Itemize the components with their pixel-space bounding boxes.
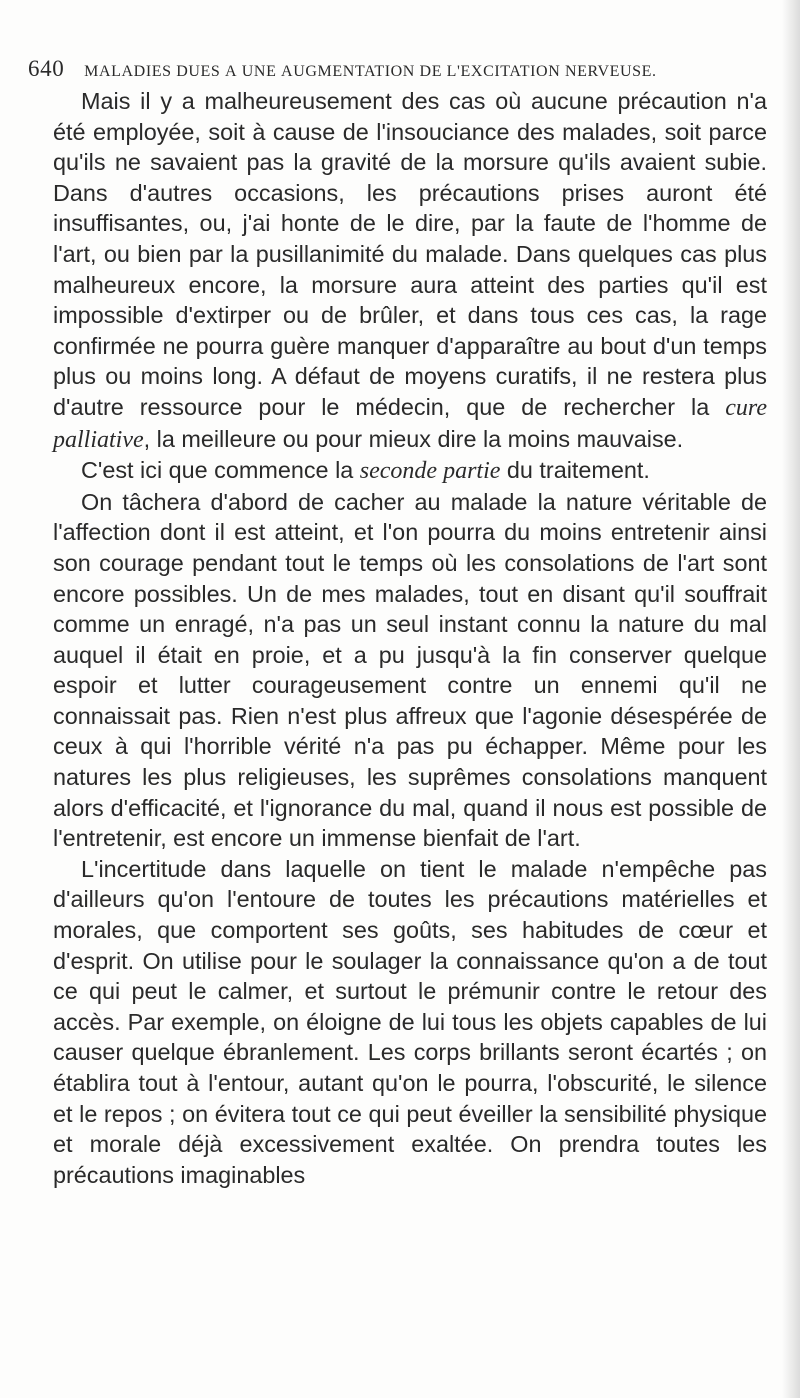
- paragraph-text: On tâchera d'abord de cacher au malade la nature véritable de l'affection dont il est atteint, et l'on pourra du moins entretenir ainsi son courage pendant tout le temps où les consolations de l'art sont encore possibles. Un de mes malades, tout en disant qu'il souffrait comme un enragé, n'a pas un seul instant connu la nature du mal auquel il était en proie, et a pu jusqu'à la fin conserver quelque espoir et lutter courageusement contre un ennemi qu'il ne connaissait pas. Rien n'est plus affreux que l'agonie désespérée de ceux à qui l'horrible vérité n'a pas pu échapper. Même pour les natures les plus religieuses, les suprêmes consolations manquent alors d'efficacité, et l'ignorance du mal, quand il nous est possible de l'entretenir, est encore un immense bienfait de l'art.: [53, 488, 767, 852]
- paragraph-mais: [53, 86, 767, 455]
- emphasis-seconde-partie: seconde partie: [359, 458, 501, 485]
- paragraph-text: , la meilleure ou pour mieux dire la moins mauvaise.: [143, 425, 684, 452]
- page-edge-shadow: [782, 0, 800, 1398]
- running-header: [28, 56, 768, 82]
- emphasis-cure-palliative: cure palliative: [53, 394, 767, 453]
- running-title: maladies dues a une augmentation de l'excitation nerveuse.: [84, 56, 657, 81]
- paragraph-seconde-partie: [53, 455, 767, 487]
- paragraph-text: C'est ici que commence la: [81, 457, 360, 484]
- page-number: 640: [28, 56, 65, 81]
- paragraph-text: L'incertitude dans laquelle on tient le malade n'empêche pas d'ailleurs qu'on l'entoure de toutes les précautions matérielles et morales, que comportent ses goûts, ses habitudes de cœur et d'esprit. On utilise pour le soulager la connaissance qu'on a de tout ce qui peut le calmer, et surtout le prémunir contre le retour des accès. Par exemple, on éloigne de lui tous les objets capables de lui causer quelque ébranlement. Les corps brillants seront écartés ; on établira tout à l'entour, autant qu'on le pourra, l'obscurité, le silence et le repos ; on évitera tout ce qui peut éveiller la sensibilité physique et morale déjà excessivement exaltée. On prendra toutes les précautions imaginables: [53, 855, 767, 1188]
- paragraph-incertitude: [53, 854, 767, 1191]
- body-text: [53, 86, 767, 1190]
- paragraph-text: du traitement.: [500, 457, 650, 484]
- paragraph-text: Mais il y a malheureusement des cas où aucune précaution n'a été employée, soit à cause de l'insouciance des malades, soit parce qu'ils ne savaient pas la gravité de la morsure qu'ils avaient subie. Dans d'autres occasions, les précautions prises auront été insuffisantes, ou, j'ai honte de le dire, par la faute de l'homme de l'art, ou bien par la pusillanimité du malade. Dans quelques cas plus malheureux encore, la morsure aura atteint des parties qu'il est impossible d'extirper ou de brûler, et dans tous ces cas, la rage confirmée ne pourra guère manquer d'apparaître au bout d'un temps plus ou moins long. A défaut de moyens curatifs, il ne restera plus d'autre ressource pour le médecin, que de rechercher la: [53, 88, 767, 420]
- paragraph-on-tachera: [53, 487, 767, 854]
